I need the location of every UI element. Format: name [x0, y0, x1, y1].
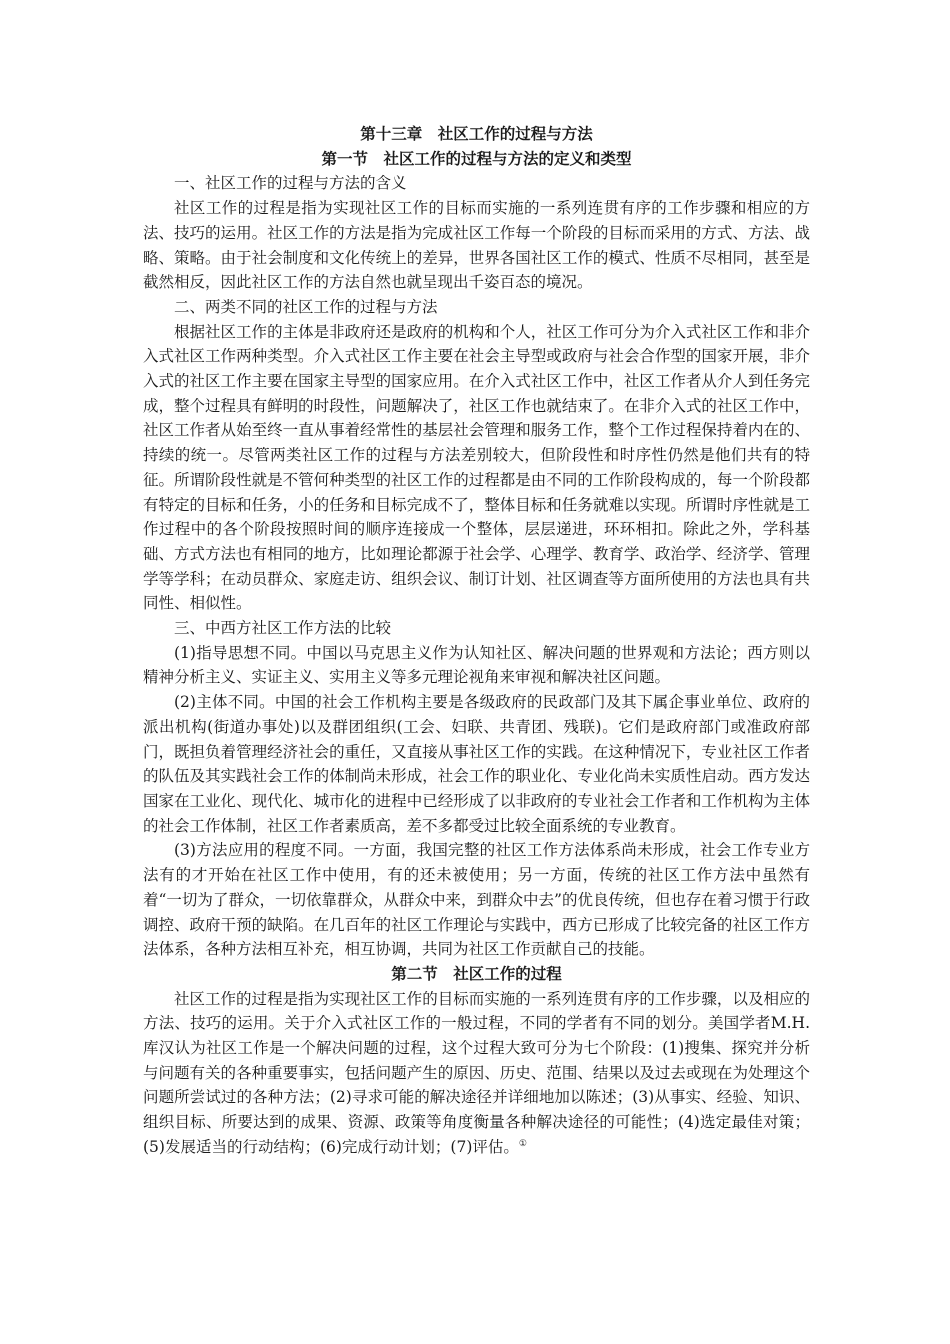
document-page — [143, 122, 810, 1160]
section-2-title: 第二节 社区工作的过程 — [391, 963, 562, 983]
section-2-paragraph-text: 社区工作的过程是指为实现社区工作的目标而实施的一系列连贯有序的工作步骤，以及相应的方法、技巧的运用。关于介入式社区工作的一般过程，不同的学者有不同的划分。美国学者M.H.库汉认为社区工作是一个解决问题的过程，这个过程大致可分为七个阶段：(1)搜集、探究并分析与问题有关的各种重要事实，包括问题产生的原因、历史、范围、结果以及过去或现在为处理这个问题所尝试过的各种方法；(2)寻求可能的解决途径并详细地加以陈述；(3)从事实、经验、知识、组织目标、所要达到的成果、资源、政策等角度衡量各种解决途径的可能性；(4)选定最佳对策；(5)发展适当的行动结构；(6)完成行动计划；(7)评估。 — [143, 989, 810, 1156]
comparison-item-3: (3)方法应用的程度不同。一方面，我国完整的社区工作方法体系尚未形成，社会工作专业方法有的才开始在社区工作中使用，有的还未被使用；另一方面，传统的社区工作方法中虽然有着“一切为了群众，一切依靠群众，从群众中来，到群众中去”的优良传统，但也存在着习惯于行政调控、政府干预的缺陷。在几百年的社区工作理论与实践中，西方已形成了比较完备的社区工作方法体系，各种方法相互补充，相互协调，共同为社区工作贡献自己的技能。 — [143, 841, 810, 959]
subsection-1-heading: 一、社区工作的过程与方法的含义 — [174, 174, 407, 193]
subsection-2-paragraph: 根据社区工作的主体是非政府还是政府的机构和个人，社区工作可分为介入式社区工作和非介入式社区工作两种类型。介入式社区工作主要在社会主导型或政府与社会合作型的国家开展，非介入式的社区工作主要在国家主导型的国家应用。在介入式社区工作中，社区工作者从介人到任务完成，整个过程具有鲜明的时段性，问题解决了，社区工作也就结束了。在非介入式的社区工作中，社区工作者从始至终一直从事着经常性的基层社会管理和服务工作，整个工作过程保持着内在的、持续的统一。尽管两类社区工作的过程与方法差别较大，但阶段性和时序性仍然是他们共有的特征。所谓阶段性就是不管何种类型的社区工作的过程都是由不同的工作阶段构成的，每一个阶段都有特定的目标和任务，小的任务和目标完成不了，整体目标和任务就难以实现。所谓时序性就是工作过程中的各个阶段按照时间的顺序连接成一个整体，层层递进，环环相扣。除此之外，学科基础、方式方法也有相同的地方，比如理论都源于社会学、心理学、教育学、政治学、经济学、管理学等学科；在动员群众、家庭走访、组织会议、制订计划、社区调查等方面所使用的方法也具有共同性、相似性。 — [143, 322, 810, 613]
subsection-1-paragraph: 社区工作的过程是指为实现社区工作的目标而实施的一系列连贯有序的工作步骤和相应的方法、技巧的运用。社区工作的方法是指为完成社区工作每一个阶段的目标而采用的方式、方法、战略、策略。由于社会制度和文化传统上的差异，世界各国社区工作的模式、性质不尽相同，甚至是截然相反，因此社区工作的方法自然也就呈现出千姿百态的境况。 — [143, 199, 810, 292]
comparison-item-1: (1)指导思想不同。中国以马克思主义作为认知社区、解决问题的世界观和方法论；西方则以精神分析主义、实证主义、实用主义等多元理论视角来审视和解决社区问题。 — [143, 643, 810, 687]
subsection-3-heading: 三、中西方社区工作方法的比较 — [174, 619, 392, 638]
section-1-title: 第一节 社区工作的过程与方法的定义和类型 — [321, 148, 632, 168]
chapter-title: 第十三章 社区工作的过程与方法 — [360, 124, 593, 143]
footnote-marker[interactable]: ① — [518, 1138, 527, 1149]
subsection-2-heading: 二、两类不同的社区工作的过程与方法 — [174, 297, 438, 316]
section-2-paragraph — [143, 987, 810, 1160]
comparison-item-2: (2)主体不同。中国的社会工作机构主要是各级政府的民政部门及其下属企事业单位、政府的派出机构(街道办事处)以及群团组织(工会、妇联、共青团、残联)。它们是政府部门或准政府部门，既担负着管理经济社会的重任，又直接从事社区工作的实践。在这种情况下，专业社区工作者的队伍及其实践社会工作的体制尚未形成，社会工作的职业化、专业化尚未实质性启动。西方发达国家在工业化、现代化、城市化的进程中已经形成了以非政府的专业社会工作者和工作机构为主体的社会工作体制，社区工作者素质高，差不多都受过比较全面系统的专业教育。 — [143, 693, 810, 835]
